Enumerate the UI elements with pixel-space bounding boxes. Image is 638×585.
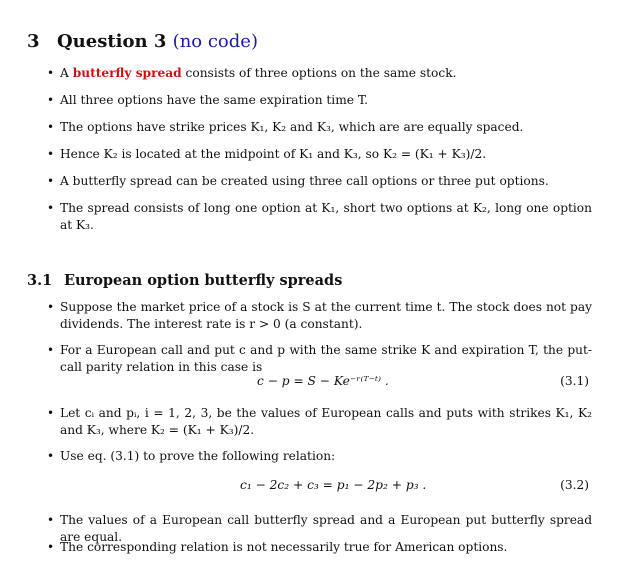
section-title-paren: (no code)	[172, 31, 258, 52]
bullet-text: Use eq. (3.1) to prove the following relation:	[60, 449, 336, 463]
bullet-dot: •	[47, 147, 55, 161]
bullet-dot: •	[47, 201, 55, 215]
sub-bullet-4	[47, 448, 592, 465]
bullet-text: Hence K₂ is located at the midpoint of K₁ and K₃, so K₂ = (K₁ + K₃)/2.	[60, 147, 487, 161]
equation-tag: (3.1)	[560, 374, 589, 388]
bullet-dot: •	[47, 66, 55, 80]
bullet-dot: •	[47, 120, 55, 134]
bullet-dot: •	[47, 174, 55, 188]
intro-bullet-4	[47, 146, 592, 163]
sub-bullet-6	[47, 539, 592, 556]
section-heading	[27, 31, 258, 52]
intro-bullet-1	[47, 65, 592, 82]
bullet-dot: •	[47, 513, 55, 527]
sub-bullet-2	[47, 342, 592, 376]
bullet-text: All three options have the same expiration time T.	[60, 93, 369, 107]
intro-bullet-3	[47, 119, 592, 136]
sub-bullet-3	[47, 405, 592, 439]
bullet-text: Suppose the market price of a stock is S at the current time t. The stock does not pay dividends. The interest rate is r > 0 (a constant).	[60, 300, 592, 331]
bullet-text: The options have strike prices K₁, K₂ and K₃, which are are equally spaced.	[60, 120, 524, 134]
bullet-text: The spread consists of long one option at K₁, short two options at K₂, long one option at K₃.	[60, 201, 592, 232]
bullet-dot: •	[47, 540, 55, 554]
bullet-text: Let cᵢ and pᵢ, i = 1, 2, 3, be the values of European calls and puts with strikes K₁, K₂ and K₃, where K₂ = (K₁ + K₃)/2.	[60, 406, 592, 437]
butterfly-spread-term: butterfly spread	[72, 66, 182, 80]
bullet-dot: •	[47, 449, 55, 463]
subsection-number: 3.1	[27, 272, 53, 289]
bullet-text: A	[60, 66, 73, 80]
section-number: 3	[27, 31, 40, 52]
bullet-text: consists of three options on the same stock.	[181, 66, 457, 80]
section-title: Question 3	[57, 31, 167, 52]
subsection-heading	[27, 272, 342, 289]
bullet-text: A butterfly spread can be created using three call options or three put options.	[60, 174, 549, 188]
equation-body: c − p = S − Ke⁻ʳ⁽ᵀ⁻ᵗ⁾ .	[257, 374, 389, 388]
subsection-title: European option butterfly spreads	[64, 272, 343, 289]
bullet-dot: •	[47, 406, 55, 420]
sub-bullet-1	[47, 299, 592, 333]
bullet-dot: •	[47, 93, 55, 107]
bullet-text: The corresponding relation is not necessarily true for American options.	[60, 540, 508, 554]
equation-body: c₁ − 2c₂ + c₃ = p₁ − 2p₂ + p₃ .	[240, 478, 427, 492]
intro-bullet-5	[47, 173, 592, 190]
bullet-dot: •	[47, 343, 55, 357]
bullet-text: For a European call and put c and p with the same strike K and expiration T, the put-call parity relation in this case is	[60, 343, 592, 374]
bullet-text: The values of a European call butterfly spread and a European put butterfly spread are equal.	[60, 513, 592, 544]
bullet-dot: •	[47, 300, 55, 314]
intro-bullet-6	[47, 200, 592, 234]
intro-bullet-2	[47, 92, 592, 109]
equation-tag: (3.2)	[560, 478, 589, 492]
